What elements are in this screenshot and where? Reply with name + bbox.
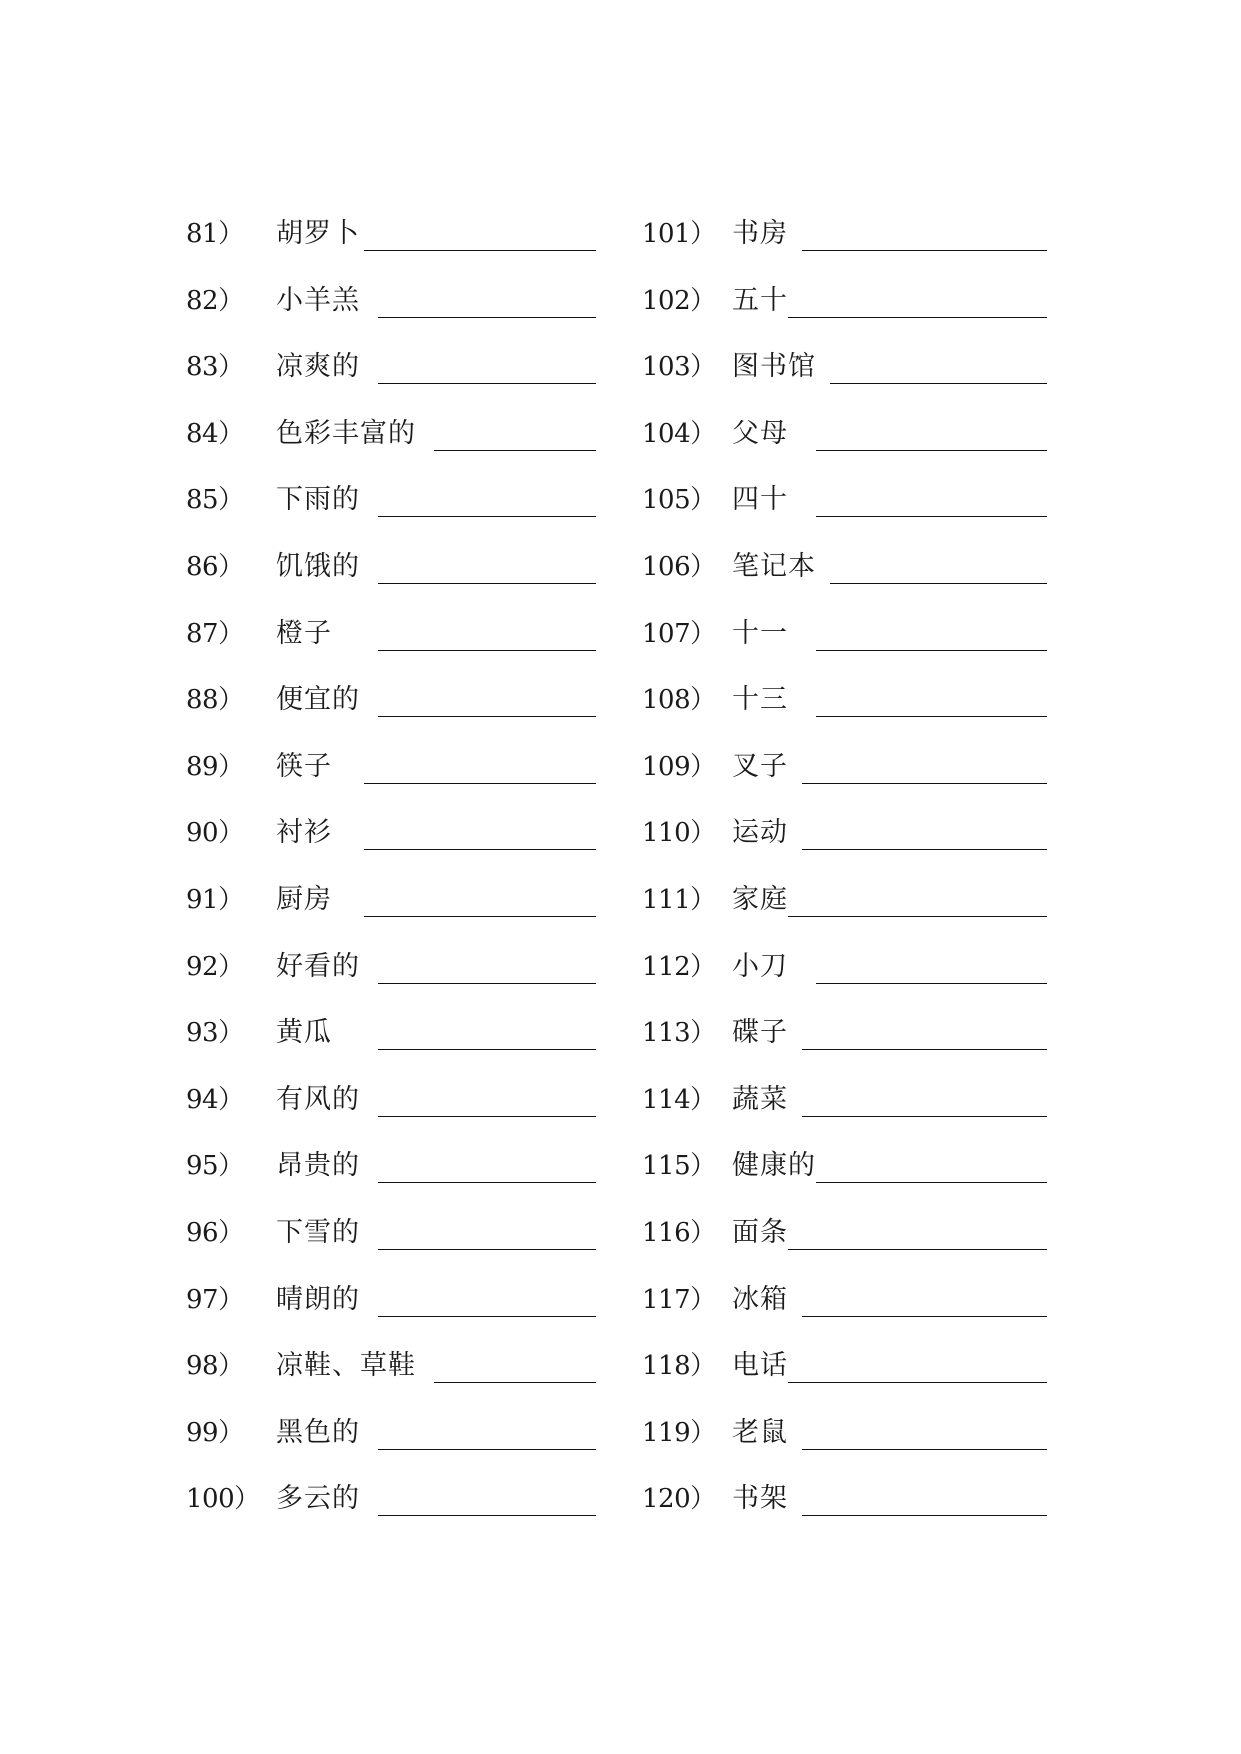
exercise-item	[186, 613, 646, 653]
exercise-item	[642, 1345, 1062, 1385]
item-number: 103）	[642, 352, 716, 383]
item-number: 99）	[186, 1417, 244, 1448]
answer-blank[interactable]	[378, 1116, 596, 1117]
chinese-term: 凉鞋、草鞋	[276, 1350, 416, 1382]
answer-blank[interactable]	[830, 383, 1047, 384]
exercise-item	[642, 746, 1062, 786]
answer-blank[interactable]	[378, 583, 596, 584]
answer-blank[interactable]	[378, 516, 596, 517]
chinese-term: 图书馆	[732, 351, 816, 383]
answer-blank[interactable]	[802, 783, 1047, 784]
answer-blank[interactable]	[816, 650, 1047, 651]
item-number: 87）	[186, 618, 244, 649]
item-number: 108）	[642, 685, 716, 716]
exercise-item	[642, 346, 1062, 386]
item-number: 102）	[642, 285, 716, 316]
chinese-term: 碟子	[732, 1017, 788, 1049]
answer-blank[interactable]	[802, 849, 1047, 850]
chinese-term: 有风的	[276, 1083, 360, 1115]
chinese-term: 运动	[732, 817, 788, 849]
item-number: 91）	[186, 885, 244, 915]
item-number: 109）	[642, 751, 716, 782]
answer-blank[interactable]	[816, 1182, 1047, 1183]
answer-blank[interactable]	[364, 250, 596, 251]
item-number: 92）	[186, 951, 244, 982]
item-number: 111）	[642, 885, 716, 915]
answer-blank[interactable]	[816, 983, 1047, 984]
answer-blank[interactable]	[378, 1449, 596, 1450]
item-number: 84）	[186, 418, 244, 449]
exercise-item	[642, 1412, 1062, 1452]
item-number: 115）	[642, 1151, 716, 1182]
answer-blank[interactable]	[802, 1515, 1047, 1516]
exercise-item	[186, 1212, 646, 1252]
item-number: 106）	[642, 552, 716, 582]
chinese-term: 书架	[732, 1483, 788, 1515]
exercise-item	[186, 546, 646, 586]
answer-blank[interactable]	[434, 1382, 596, 1383]
chinese-term: 面条	[732, 1217, 788, 1248]
exercise-item	[186, 946, 646, 986]
chinese-term: 下雨的	[276, 484, 360, 516]
answer-blank[interactable]	[788, 317, 1047, 318]
item-number: 107）	[642, 618, 716, 649]
answer-blank[interactable]	[802, 1316, 1047, 1317]
exercise-item	[186, 1478, 646, 1518]
chinese-term: 色彩丰富的	[276, 417, 416, 449]
item-number: 119）	[642, 1417, 716, 1448]
answer-blank[interactable]	[788, 916, 1047, 917]
exercise-item	[186, 1345, 646, 1385]
item-number: 116）	[642, 1218, 716, 1248]
item-number: 85）	[186, 485, 244, 516]
item-number: 112）	[642, 951, 716, 982]
chinese-term: 多云的	[276, 1483, 360, 1515]
exercise-item	[186, 746, 646, 786]
item-number: 89）	[186, 751, 244, 782]
item-number: 83）	[186, 352, 244, 383]
exercise-item	[186, 1012, 646, 1052]
chinese-term: 家庭	[732, 884, 788, 915]
exercise-item	[642, 1145, 1062, 1185]
item-number: 98）	[186, 1351, 244, 1382]
exercise-item	[186, 679, 646, 719]
answer-blank[interactable]	[788, 1249, 1047, 1250]
answer-blank[interactable]	[364, 783, 596, 784]
exercise-item	[642, 1012, 1062, 1052]
exercise-item	[186, 213, 646, 253]
chinese-term: 冰箱	[732, 1283, 788, 1315]
exercise-item	[186, 1145, 646, 1185]
item-number: 96）	[186, 1218, 244, 1248]
chinese-term: 胡罗卜	[276, 218, 360, 249]
exercise-item	[186, 1279, 646, 1319]
chinese-term: 便宜的	[276, 684, 360, 716]
chinese-term: 厨房	[276, 884, 332, 915]
item-number: 117）	[642, 1284, 716, 1315]
answer-blank[interactable]	[816, 516, 1047, 517]
item-number: 105）	[642, 485, 716, 516]
exercise-item	[642, 613, 1062, 653]
item-number: 113）	[642, 1018, 716, 1049]
item-number: 88）	[186, 685, 244, 716]
exercise-item	[186, 1412, 646, 1452]
chinese-term: 十一	[732, 617, 788, 649]
chinese-term: 凉爽的	[276, 351, 360, 383]
exercise-item	[642, 879, 1062, 919]
chinese-term: 健康的	[732, 1150, 816, 1182]
answer-blank[interactable]	[378, 650, 596, 651]
chinese-term: 小刀	[732, 950, 788, 982]
chinese-term: 筷子	[276, 750, 332, 782]
chinese-term: 叉子	[732, 750, 788, 782]
chinese-term: 橙子	[276, 617, 332, 649]
exercise-item	[186, 1079, 646, 1119]
answer-blank[interactable]	[434, 450, 596, 451]
exercise-item	[642, 479, 1062, 519]
answer-blank[interactable]	[378, 317, 596, 318]
answer-blank[interactable]	[830, 583, 1047, 584]
chinese-term: 四十	[732, 484, 788, 516]
exercise-item	[642, 1478, 1062, 1518]
chinese-term: 小羊羔	[276, 284, 360, 316]
chinese-term: 蔬菜	[732, 1083, 788, 1115]
item-number: 86）	[186, 552, 244, 582]
exercise-item	[642, 1212, 1062, 1252]
item-number: 120）	[642, 1484, 716, 1515]
answer-blank[interactable]	[816, 716, 1047, 717]
item-number: 114）	[642, 1084, 716, 1115]
item-number: 81）	[186, 219, 244, 249]
answer-blank[interactable]	[364, 849, 596, 850]
chinese-term: 父母	[732, 417, 788, 449]
exercise-item	[186, 812, 646, 852]
chinese-term: 电话	[732, 1350, 788, 1382]
exercise-item	[642, 546, 1062, 586]
item-number: 90）	[186, 818, 244, 849]
item-number: 101）	[642, 219, 716, 249]
item-number: 100）	[186, 1484, 260, 1515]
exercise-item	[642, 812, 1062, 852]
chinese-term: 黑色的	[276, 1416, 360, 1448]
chinese-term: 五十	[732, 284, 788, 316]
answer-blank[interactable]	[816, 450, 1047, 451]
answer-blank[interactable]	[378, 1249, 596, 1250]
exercise-item	[186, 413, 646, 453]
exercise-item	[186, 346, 646, 386]
item-number: 110）	[642, 818, 716, 849]
answer-blank[interactable]	[802, 1049, 1047, 1050]
exercise-item	[642, 1079, 1062, 1119]
item-number: 95）	[186, 1151, 244, 1182]
answer-blank[interactable]	[788, 1382, 1047, 1383]
item-number: 94）	[186, 1084, 244, 1115]
item-number: 82）	[186, 285, 244, 316]
chinese-term: 老鼠	[732, 1416, 788, 1448]
exercise-item	[642, 280, 1062, 320]
chinese-term: 笔记本	[732, 551, 816, 582]
item-number: 97）	[186, 1284, 244, 1315]
chinese-term: 十三	[732, 684, 788, 716]
exercise-item	[642, 413, 1062, 453]
exercise-item	[642, 679, 1062, 719]
answer-blank[interactable]	[378, 716, 596, 717]
answer-blank[interactable]	[364, 916, 596, 917]
chinese-term: 衬衫	[276, 817, 332, 849]
chinese-term: 饥饿的	[276, 551, 360, 582]
answer-blank[interactable]	[378, 983, 596, 984]
answer-blank[interactable]	[378, 1316, 596, 1317]
item-number: 104）	[642, 418, 716, 449]
item-number: 118）	[642, 1351, 716, 1382]
exercise-item	[642, 1279, 1062, 1319]
chinese-term: 好看的	[276, 950, 360, 982]
answer-blank[interactable]	[378, 1049, 596, 1050]
answer-blank[interactable]	[802, 1449, 1047, 1450]
answer-blank[interactable]	[378, 383, 596, 384]
chinese-term: 下雪的	[276, 1217, 360, 1248]
answer-blank[interactable]	[378, 1515, 596, 1516]
answer-blank[interactable]	[378, 1182, 596, 1183]
item-number: 93）	[186, 1018, 244, 1049]
exercise-item	[186, 879, 646, 919]
answer-blank[interactable]	[802, 250, 1047, 251]
exercise-item	[186, 479, 646, 519]
chinese-term: 晴朗的	[276, 1283, 360, 1315]
exercise-item	[642, 213, 1062, 253]
exercise-item	[642, 946, 1062, 986]
chinese-term: 书房	[732, 218, 788, 249]
chinese-term: 昂贵的	[276, 1150, 360, 1182]
chinese-term: 黄瓜	[276, 1017, 332, 1049]
exercise-item	[186, 280, 646, 320]
answer-blank[interactable]	[802, 1116, 1047, 1117]
